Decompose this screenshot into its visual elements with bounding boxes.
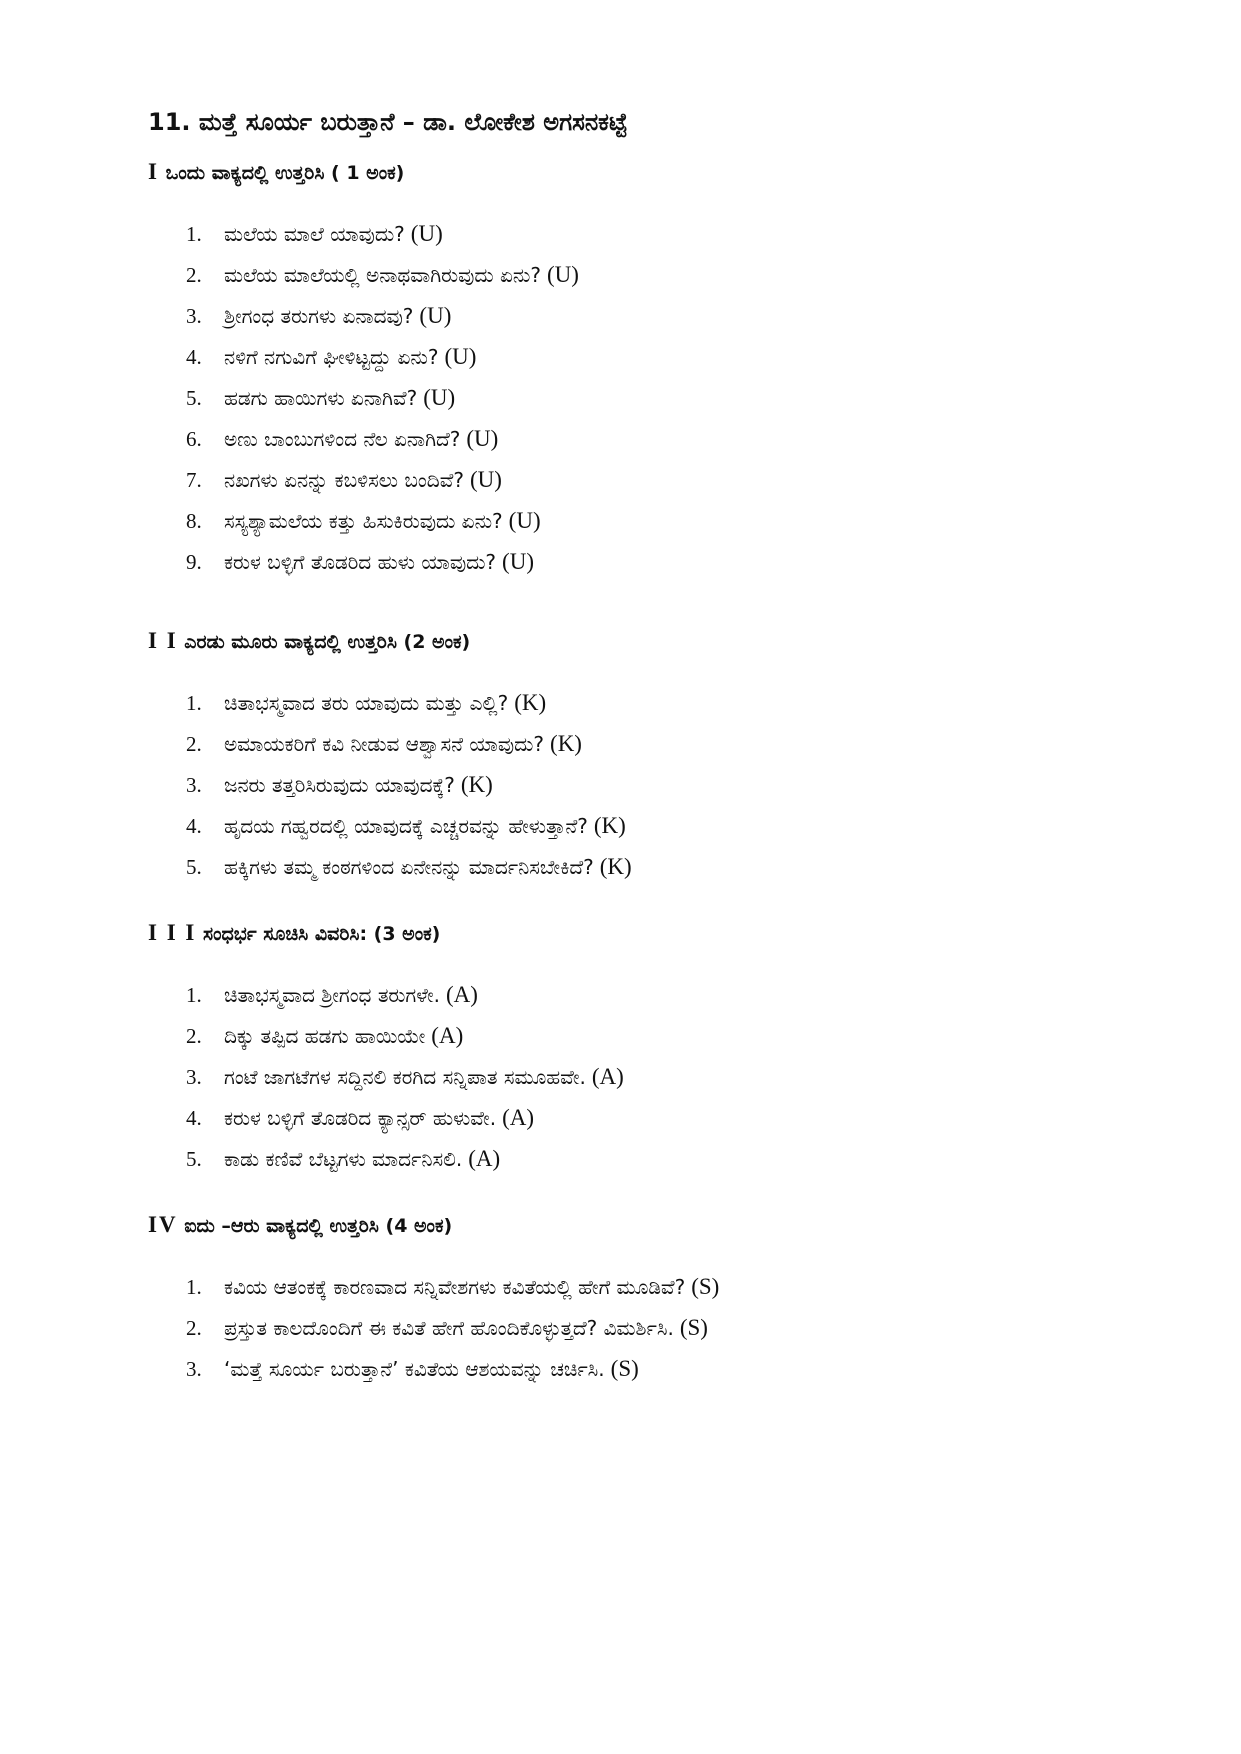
- question-text: ಪ್ರಸ್ತುತ ಕಾಲದೊಂದಿಗೆ ಈ ಕವಿತೆ ಹೇಗೆ ಹೊಂದಿಕೊಳ್ಳುತ್ತದೆ? ವಿಮರ್ಶಿಸಿ.: [224, 1316, 674, 1340]
- section-title: ಎರಡು ಮೂರು ವಾಕ್ಯದಲ್ಲಿ ಉತ್ತರಿಸಿ (2 ಅಂಕ): [184, 631, 471, 653]
- question-level: (A): [445, 982, 478, 1007]
- question-level: (K): [593, 813, 626, 838]
- question-item: [148, 726, 1148, 767]
- question-text: ಮಲೆಯ ಮಾಲೆಯಲ್ಲಿ ಅನಾಥವಾಗಿರುವುದು ಏನು?: [224, 263, 542, 287]
- question-number: 2.: [186, 732, 202, 756]
- question-text: ಚಿತಾಭಸ್ಮವಾದ ಶ್ರೀಗಂಧ ತರುಗಳೇ.: [224, 983, 440, 1007]
- question-level: (A): [431, 1023, 464, 1048]
- question-item: [148, 544, 1148, 585]
- section-three-mark: [148, 918, 1148, 1182]
- question-list: [148, 1269, 1148, 1392]
- question-text: ಹೃದಯ ಗಹ್ವರದಲ್ಲಿ ಯಾವುದಕ್ಕೆ ಎಚ್ಚರವನ್ನು ಹೇಳುತ್ತಾನೆ?: [224, 814, 588, 838]
- question-item: [148, 339, 1148, 380]
- section-heading: [148, 918, 1148, 949]
- question-number: 2.: [186, 263, 202, 287]
- question-list: [148, 685, 1148, 890]
- question-level: (U): [469, 467, 502, 492]
- question-item: [148, 380, 1148, 421]
- section-heading: [148, 626, 1148, 657]
- question-text: ಕರುಳ ಬಳ್ಳಿಗೆ ತೊಡರಿದ ಹುಳು ಯಾವುದು?: [224, 550, 497, 574]
- question-number: 7.: [186, 468, 202, 492]
- question-item: [148, 462, 1148, 503]
- question-level: (U): [444, 344, 477, 369]
- question-item: [148, 849, 1148, 890]
- section-numeral: I: [148, 159, 159, 184]
- question-list: [148, 977, 1148, 1182]
- question-level: (U): [410, 221, 443, 246]
- question-item: [148, 685, 1148, 726]
- question-item: [148, 298, 1148, 339]
- question-level: (S): [610, 1356, 639, 1381]
- question-level: (K): [460, 772, 493, 797]
- question-level: (K): [550, 731, 582, 756]
- question-text: ಮಲೆಯ ಮಾಲೆ ಯಾವುದು?: [224, 222, 405, 246]
- question-number: 4.: [186, 1106, 202, 1130]
- question-text: ಕರುಳ ಬಳ್ಳಿಗೆ ತೊಡರಿದ ಕ್ಯಾನ್ಸರ್ ಹುಳುವೇ.: [224, 1106, 497, 1130]
- question-text: ಕವಿಯ ಆತಂಕಕ್ಕೆ ಕಾರಣವಾದ ಸನ್ನಿವೇಶಗಳು ಕವಿತೆಯಲ್ಲಿ ಹೇಗೆ ಮೂಡಿವೆ?: [224, 1275, 686, 1299]
- question-item: [148, 216, 1148, 257]
- question-item: [148, 257, 1148, 298]
- question-number: 1.: [186, 1275, 202, 1299]
- question-item: [148, 1100, 1148, 1141]
- question-number: 8.: [186, 509, 202, 533]
- question-number: 4.: [186, 345, 202, 369]
- question-item: [148, 503, 1148, 544]
- question-item: [148, 977, 1148, 1018]
- question-level: (U): [466, 426, 499, 451]
- question-item: [148, 767, 1148, 808]
- question-number: 9.: [186, 550, 202, 574]
- question-text: ನಖಗಳು ಏನನ್ನು ಕಬಳಿಸಲು ಬಂದಿವೆ?: [224, 468, 464, 492]
- question-number: 1.: [186, 983, 202, 1007]
- question-level: (S): [691, 1274, 720, 1299]
- question-number: 2.: [186, 1024, 202, 1048]
- question-text: ಗಂಟೆ ಜಾಗಟೆಗಳ ಸದ್ದಿನಲಿ ಕರಗಿದ ಸನ್ನಿಪಾತ ಸಮೂಹವೇ.: [224, 1065, 586, 1089]
- question-number: 1.: [186, 222, 202, 246]
- question-text: ಸಸ್ಯಶ್ಯಾಮಲೆಯ ಕತ್ತು ಹಿಸುಕಿರುವುದು ಏನು?: [224, 509, 503, 533]
- question-item: [148, 1059, 1148, 1100]
- section-title: ಸಂಧರ್ಭ ಸೂಚಿಸಿ ವಿವರಿಸಿ: (3 ಅಂಕ): [202, 923, 441, 945]
- section-heading: [148, 157, 1148, 188]
- page-title: 11. ಮತ್ತೆ ಸೂರ್ಯ ಬರುತ್ತಾನೆ – ಡಾ. ಲೋಕೇಶ ಅಗಸನಕಟ್ಟೆ: [148, 108, 628, 136]
- question-text: ನಳಿಗೆ ನಗುವಿಗೆ ಘೀಳಿಟ್ಟದ್ದು ಏನು?: [224, 345, 439, 369]
- question-number: 3.: [186, 773, 202, 797]
- question-level: (A): [502, 1105, 534, 1130]
- section-heading: [148, 1210, 1148, 1241]
- question-number: 2.: [186, 1316, 202, 1340]
- question-item: [148, 1310, 1148, 1351]
- question-text: ‘ಮತ್ತೆ ಸೂರ್ಯ ಬರುತ್ತಾನೆ’ ಕವಿತೆಯ ಆಶಯವನ್ನು ಚರ್ಚಿಸಿ.: [224, 1357, 605, 1381]
- question-number: 3.: [186, 1065, 202, 1089]
- question-text: ಹಕ್ಕಿಗಳು ತಮ್ಮ ಕಂಠಗಳಿಂದ ಏನೇನನ್ನು ಮಾರ್ದನಿಸಬೇಕಿದೆ?: [224, 855, 594, 879]
- question-item: [148, 421, 1148, 462]
- question-level: (A): [591, 1064, 624, 1089]
- question-level: (S): [679, 1315, 708, 1340]
- question-text: ದಿಕ್ಕು ತಪ್ಪಿದ ಹಡಗು ಹಾಯಿಯೇ: [224, 1024, 426, 1048]
- question-level: (U): [547, 262, 579, 287]
- question-item: [148, 1018, 1148, 1059]
- question-item: [148, 1141, 1148, 1182]
- section-title: ಒಂದು ವಾಕ್ಯದಲ್ಲಿ ಉತ್ತರಿಸಿ ( 1 ಅಂಕ): [165, 162, 405, 184]
- question-number: 3.: [186, 1357, 202, 1381]
- section-numeral: I I: [148, 628, 178, 653]
- question-text: ಕಾಡು ಕಣಿವೆ ಬೆಟ್ಟಗಳು ಮಾರ್ದನಿಸಲಿ.: [224, 1147, 463, 1171]
- question-text: ಜನರು ತತ್ತರಿಸಿರುವುದು ಯಾವುದಕ್ಕೆ?: [224, 773, 455, 797]
- question-number: 6.: [186, 427, 202, 451]
- question-item: [148, 1351, 1148, 1392]
- question-number: 5.: [186, 1147, 202, 1171]
- question-text: ಶ್ರೀಗಂಧ ತರುಗಳು ಏನಾದವು?: [224, 304, 414, 328]
- question-level: (U): [502, 549, 534, 574]
- question-level: (K): [514, 690, 547, 715]
- question-item: [148, 1269, 1148, 1310]
- question-level: (U): [423, 385, 456, 410]
- question-text: ಅಣು ಬಾಂಬುಗಳಿಂದ ನೆಲ ಏನಾಗಿದೆ?: [224, 427, 461, 451]
- question-number: 1.: [186, 691, 202, 715]
- section-four-mark: [148, 1210, 1148, 1392]
- question-level: (U): [508, 508, 541, 533]
- section-numeral: IV: [148, 1212, 178, 1237]
- question-number: 5.: [186, 386, 202, 410]
- question-text: ಹಡಗು ಹಾಯಿಗಳು ಏನಾಗಿವೆ?: [224, 386, 418, 410]
- question-text: ಚಿತಾಭಸ್ಮವಾದ ತರು ಯಾವುದು ಮತ್ತು ಎಲ್ಲಿ?: [224, 691, 509, 715]
- section-numeral: I I I: [148, 920, 197, 945]
- section-two-mark: [148, 626, 1148, 890]
- question-number: 3.: [186, 304, 202, 328]
- question-level: (U): [419, 303, 452, 328]
- section-title: ಐದು –ಆರು ವಾಕ್ಯದಲ್ಲಿ ಉತ್ತರಿಸಿ (4 ಅಂಕ): [184, 1215, 453, 1237]
- question-item: [148, 808, 1148, 849]
- section-one-mark: [148, 157, 1148, 585]
- question-text: ಅಮಾಯಕರಿಗೆ ಕವಿ ನೀಡುವ ಆಶ್ವಾಸನೆ ಯಾವುದು?: [224, 732, 545, 756]
- question-level: (A): [468, 1146, 501, 1171]
- question-level: (K): [599, 854, 632, 879]
- question-list: [148, 216, 1148, 585]
- question-number: 4.: [186, 814, 202, 838]
- question-number: 5.: [186, 855, 202, 879]
